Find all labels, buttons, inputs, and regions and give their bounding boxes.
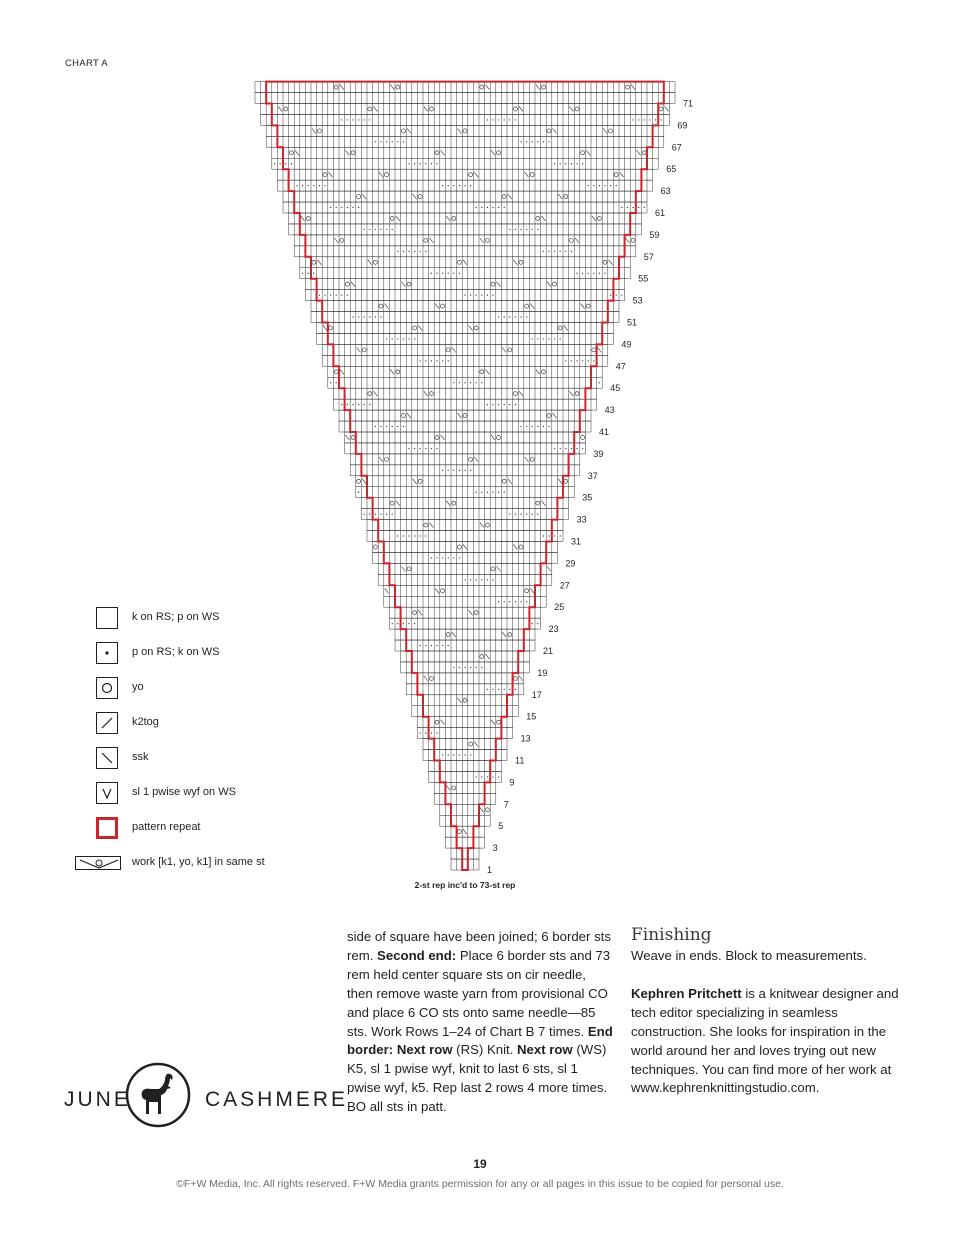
- legend-item-knit: [96, 607, 396, 631]
- row-number: 7: [503, 799, 509, 810]
- row-number: 43: [604, 405, 615, 416]
- k1-yo-k1-icon: [75, 856, 121, 870]
- row-number: 21: [543, 646, 554, 656]
- copyright: ©F+W Media, Inc. All rights reserved. F+W Media grants permission for any or all pages in this issue to be copied for personal use.: [176, 1178, 784, 1190]
- row-number: 65: [666, 164, 677, 175]
- legend-item-repeat: [96, 817, 396, 841]
- row-number: 17: [531, 689, 542, 700]
- legend-label: k on RS; p on WS: [132, 611, 220, 623]
- row-number: 9: [509, 777, 515, 788]
- logo-word-left: JUNE: [64, 1088, 131, 1111]
- left-slant-icon: [96, 747, 118, 769]
- legend-label: yo: [132, 681, 144, 693]
- text-run-bold: Next row: [517, 1042, 573, 1058]
- empty-square-icon: [96, 607, 118, 629]
- legend-item-k2tog: [96, 712, 396, 736]
- goat-icon: [125, 1062, 191, 1128]
- legend-item-slip: [96, 782, 396, 806]
- red-square-icon: [96, 817, 118, 839]
- legend: [96, 607, 396, 887]
- text-run-bold: Second end:: [377, 947, 457, 963]
- row-number: 29: [565, 558, 576, 569]
- row-number: 71: [683, 98, 694, 109]
- row-number: 5: [498, 821, 504, 832]
- row-number: 67: [671, 142, 682, 153]
- v-icon: [96, 782, 118, 804]
- dot-icon: [96, 642, 118, 664]
- designer-name: Kephren Pritchett: [631, 985, 742, 1001]
- row-number: 49: [621, 339, 632, 350]
- logo-word-right: CASHMERE: [205, 1088, 349, 1111]
- chart-title: CHART A: [65, 58, 108, 69]
- row-number: 11: [515, 755, 525, 766]
- row-number: 57: [643, 251, 654, 262]
- circle-icon: [96, 677, 118, 699]
- text-run: (WS) K5, sl 1 pwise wyf, knit to last 6 sts, sl 1 pwise wyf, k5. Rep last 2 rows 4 more times. BO all sts in patt.: [347, 1042, 608, 1115]
- text-run: (RS) Knit.: [452, 1042, 517, 1058]
- legend-label: sl 1 pwise wyf on WS: [132, 786, 236, 798]
- june-cashmere-logo: [64, 1060, 349, 1130]
- row-number: 15: [526, 711, 537, 722]
- finishing-column: [631, 926, 903, 1098]
- text-run: Place 6 border sts and 73 rem held center square sts on cir needle, then remove waste yarn from provisional CO and place 6 CO sts onto same needle—85 sts. Work Rows 1–24 of Chart B 7 times.: [347, 947, 611, 1039]
- row-number: 47: [615, 361, 626, 372]
- row-number: 63: [660, 186, 671, 197]
- legend-item-ssk: [96, 747, 396, 771]
- row-number: 33: [576, 514, 587, 525]
- legend-item-yo: [96, 677, 396, 701]
- row-number: 45: [610, 383, 621, 394]
- row-number: 37: [587, 470, 598, 481]
- row-number: 55: [638, 273, 649, 284]
- row-number: 39: [593, 448, 604, 459]
- row-number: 1: [487, 865, 493, 875]
- legend-label: p on RS; k on WS: [132, 646, 220, 658]
- row-number: 51: [627, 317, 638, 328]
- row-number: 13: [520, 733, 531, 744]
- row-number: 59: [649, 229, 660, 240]
- row-number: 25: [554, 602, 565, 613]
- legend-item-k1-yo-k1: [96, 852, 396, 876]
- row-number: 27: [559, 580, 570, 591]
- right-slant-icon: [96, 712, 118, 734]
- legend-label: ssk: [132, 751, 149, 763]
- row-number: 31: [571, 536, 582, 547]
- row-number: 35: [582, 492, 593, 503]
- row-number: 53: [632, 295, 643, 306]
- instructions-column: [347, 928, 615, 1117]
- text-run-bold: End border: Next row: [347, 1023, 613, 1058]
- bio-text: is a knitwear designer and tech editor specializing in seamless construction. She looks for inspiration in the world around her and loves trying out new techniques. You can find more of her work at www.kephrenknittingstudio.com.: [631, 985, 899, 1096]
- legend-label: k2tog: [132, 716, 159, 728]
- page-number: 19: [473, 1157, 487, 1171]
- row-number: 41: [599, 427, 610, 437]
- legend-item-purl: [96, 642, 396, 666]
- row-number: 3: [492, 843, 498, 854]
- designer-bio: [631, 985, 903, 1098]
- finishing-text: Weave in ends. Block to measurements.: [631, 948, 867, 963]
- repeat-note: 2-st rep inc'd to 73-st rep: [414, 880, 516, 890]
- row-number: 69: [677, 120, 688, 131]
- legend-label: pattern repeat: [132, 821, 201, 833]
- finishing-heading: Finishing: [631, 925, 712, 945]
- legend-label: work [k1, yo, k1] in same st: [132, 856, 265, 868]
- row-number: 19: [537, 667, 548, 678]
- row-number: 23: [548, 624, 559, 635]
- row-number: 61: [655, 208, 666, 218]
- text-run: side of square have been joined; 6 border sts rem.: [347, 929, 611, 963]
